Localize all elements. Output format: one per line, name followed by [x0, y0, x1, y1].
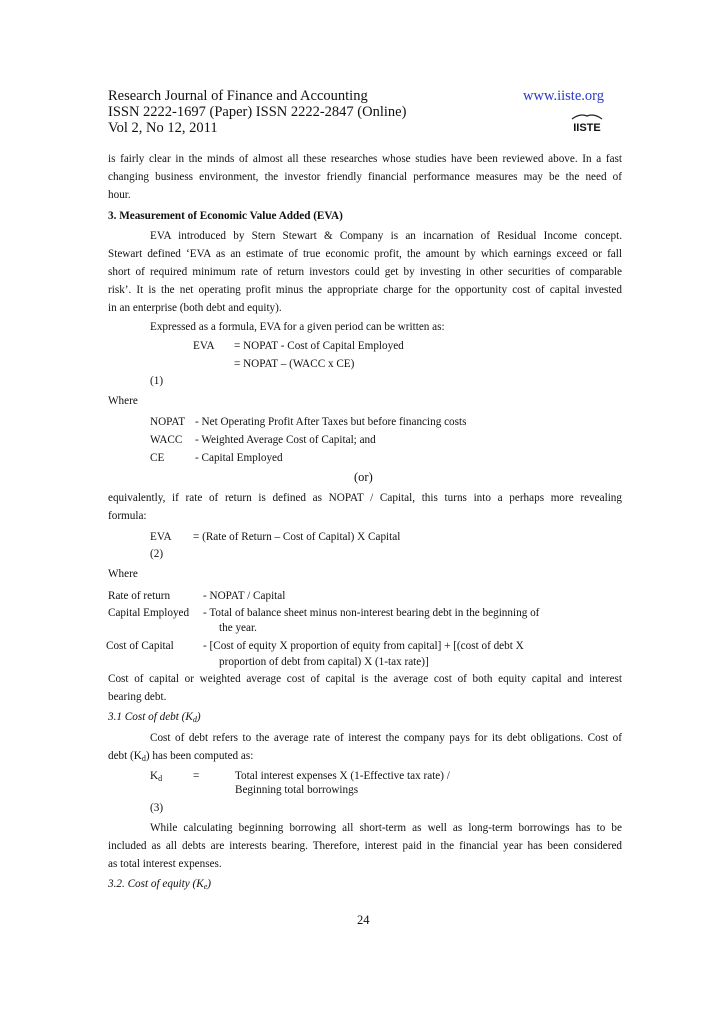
journal-title: Research Journal of Finance and Accounting [108, 88, 368, 104]
or-separator: (or) [354, 470, 373, 484]
def-desc: - Capital Employed [195, 452, 283, 464]
iiste-logo [570, 112, 604, 132]
def-desc: - Weighted Average Cost of Capital; and [195, 434, 376, 446]
eq3-lhs: $K_d$ [150, 770, 163, 783]
def-term: NOPAT [150, 416, 186, 428]
paragraph-line: bearing debt. [108, 691, 167, 703]
eq3-numerator: Total interest expenses X (1-Effective tax rate) / [235, 770, 450, 782]
paragraph-line: included as all debts are interests bearing. Therefore, interest paid in the financial year has been considered [108, 840, 622, 852]
paragraph-line: changing business environment, the investor friendly financial performance measures may be the need of [108, 171, 622, 183]
def-desc-cont: the year. [219, 622, 257, 634]
subsection-heading: 3.1 Cost of debt $(K_d)$ [108, 711, 201, 724]
paragraph-line: debt $(K_d)$ has been computed as: [108, 750, 254, 763]
def-term: CE [150, 452, 165, 464]
paragraph-line: risk’. It is the net operating profit minus the appropriate charge for the opportunity cost of capital invested [108, 284, 622, 296]
def-desc: - Net Operating Profit After Taxes but before financing costs [195, 416, 467, 428]
paragraph-line: short of required minimum rate of return investors could get by investing in other securities of comparable [108, 266, 622, 278]
eq2-number: (2) [150, 548, 164, 560]
def-term: WACC [150, 434, 183, 446]
paragraph-line: in an enterprise (both debt and equity). [108, 302, 282, 314]
paragraph-line: as total interest expenses. [108, 858, 222, 870]
formula-intro: Expressed as a formula, EVA for a given period can be written as: [150, 321, 445, 333]
paragraph-line: Cost of capital or weighted average cost of capital is the average cost of both equity capital and interest [108, 673, 622, 685]
eq1-number: (1) [150, 375, 164, 387]
subsection-heading: 3.2. Cost of equity $(K_e)$ [108, 878, 212, 891]
paragraph-line: formula: [108, 510, 147, 522]
eq3-denominator: Beginning total borrowings [235, 784, 359, 796]
eq2-lhs: EVA [150, 531, 172, 543]
page-number: 24 [357, 913, 370, 927]
paragraph-line: hour. [108, 189, 131, 201]
paragraph-line: EVA introduced by Stern Stewart & Company is an incarnation of Residual Income concept. [150, 230, 622, 242]
def-term: Capital Employed [108, 607, 190, 619]
iiste-logo-text: IISTE [573, 122, 601, 132]
paragraph-line: Stewart defined ‘EVA as an estimate of true economic profit, the amount by which earnings exceed or fall [108, 248, 622, 260]
def-desc: - NOPAT / Capital [203, 590, 286, 602]
paragraph-line: Cost of debt refers to the average rate of interest the company pays for its debt obligations. Cost of [150, 732, 622, 744]
paragraph-line: While calculating beginning borrowing all short-term as well as long-term borrowings has to be [150, 822, 622, 834]
paragraph-line: equivalently, if rate of return is defined as NOPAT / Capital, this turns into a perhaps more revealing [108, 492, 622, 504]
paragraph-line: is fairly clear in the minds of almost all these researches whose studies have been reviewed above. In a fast [108, 153, 622, 165]
def-term: Cost of Capital [106, 640, 174, 652]
where-label: Where [108, 395, 138, 407]
eq3-number: (3) [150, 802, 164, 814]
issn-line: ISSN 2222-1697 (Paper) ISSN 2222-2847 (Online) [108, 104, 407, 120]
def-desc: - [Cost of equity X proportion of equity from capital] + [(cost of debt X [203, 640, 524, 652]
section-heading: 3. Measurement of Economic Value Added (EVA) [108, 210, 343, 222]
eq1-line1: = NOPAT - Cost of Capital Employed [234, 340, 404, 352]
eq2-rhs: = (Rate of Return – Cost of Capital) X Capital [193, 531, 401, 543]
def-term: Rate of return [108, 590, 171, 602]
volume-line: Vol 2, No 12, 2011 [108, 120, 218, 136]
def-desc: - Total of balance sheet minus non-interest bearing debt in the beginning of [203, 607, 540, 619]
eq1-line2: = NOPAT – (WACC x CE) [234, 358, 355, 370]
eq1-lhs: EVA [193, 340, 215, 352]
where-label: Where [108, 568, 138, 580]
journal-url-link[interactable]: www.iiste.org [523, 88, 604, 104]
eq3-equals: = [193, 770, 200, 782]
def-desc-cont: proportion of debt from capital) X (1-tax rate)] [219, 656, 429, 668]
